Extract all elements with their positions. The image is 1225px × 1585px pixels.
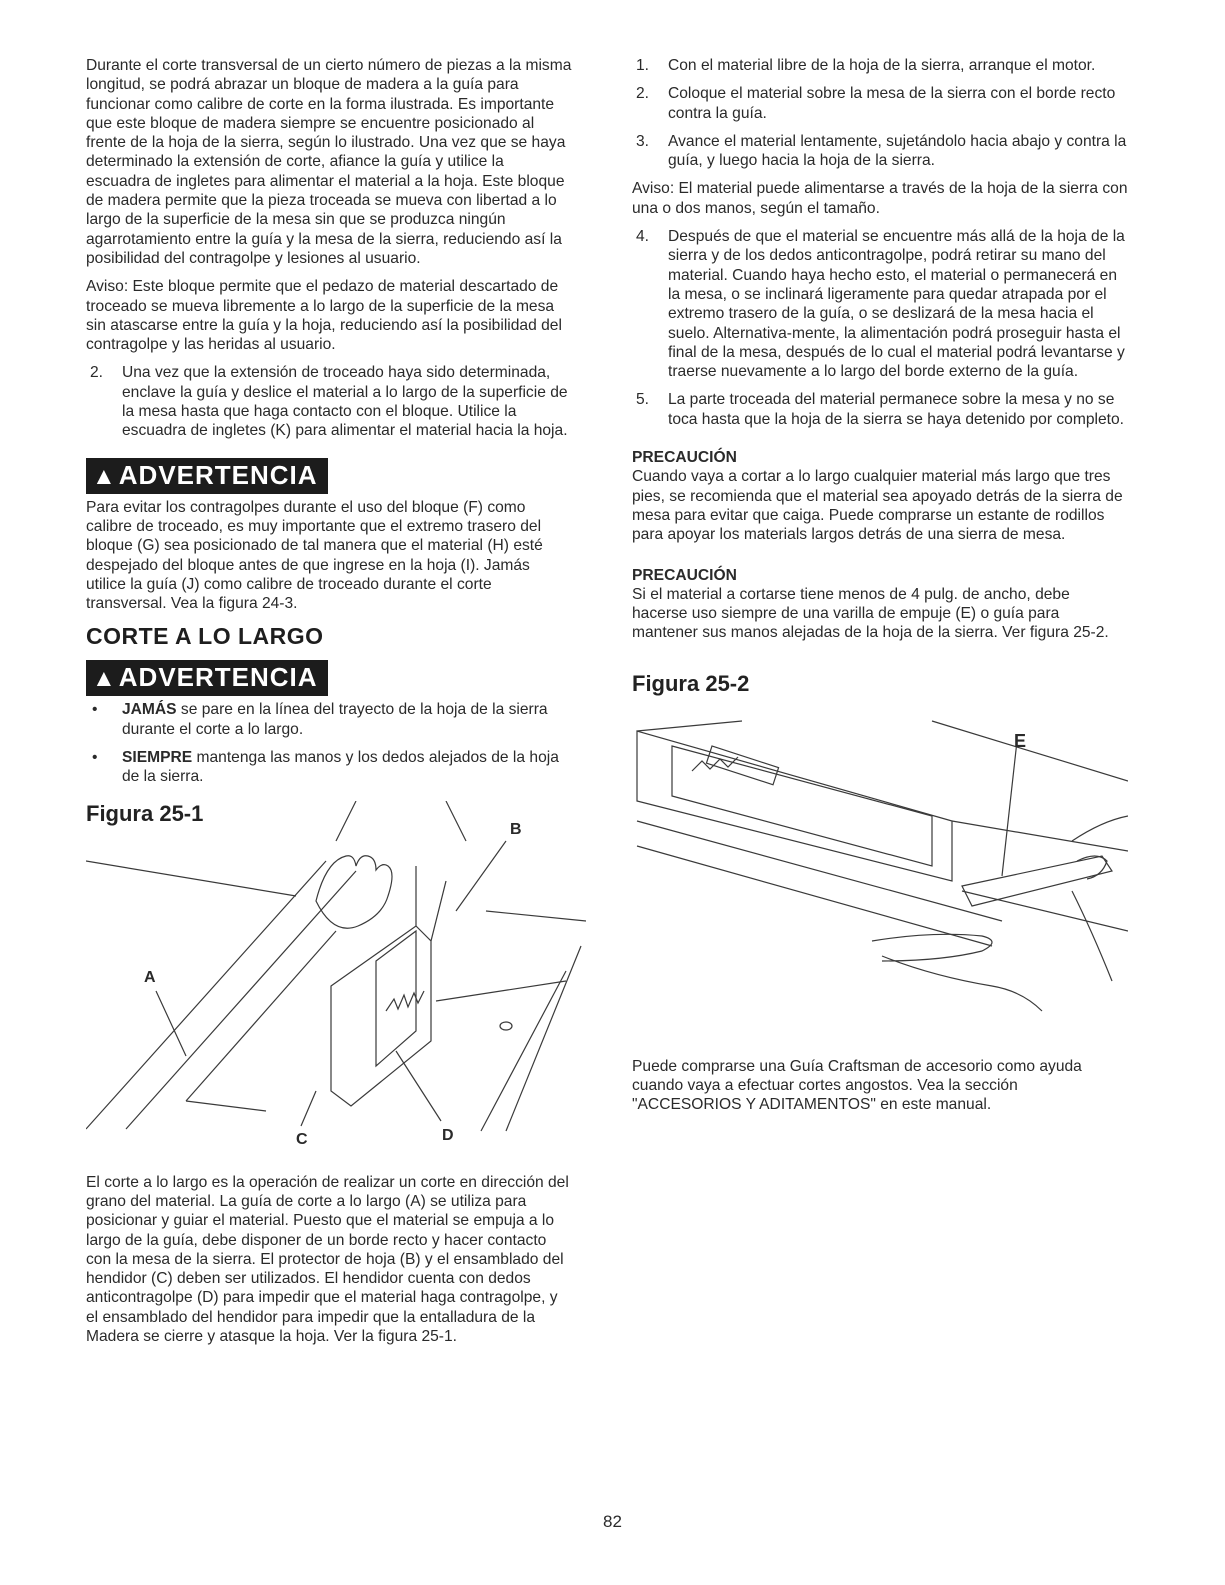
list-text: Después de que el material se encuentre más allá de la hoja de la sierra y de los dedos anticontragolpe, podrá retirar su mano del material. Cuando haya hecho esto, el material o permanecerá en la mesa, o se inclinará ligeramente para quedar atrapada por el extremo trasero de la guía, o se deslizará de la mesa hacia el suelo. Alternativa-mente, la alimentación podrá proseguir hasta el final de la mesa, después de lo cual el material podrá levantarse y traerse nuevamente a lo largo del borde externo de la guía. (668, 228, 1125, 381)
bullet-item-never (86, 700, 572, 739)
bullet-text: mantenga las manos y los dedos alejados de la hoja de la sierra. (122, 749, 559, 786)
list-item (632, 84, 1128, 123)
figure-label-c: C (296, 1130, 308, 1148)
bullet-bold: JAMÁS (122, 701, 177, 719)
steps-list-2 (632, 227, 1128, 429)
list-text: Con el material libre de la hoja de la sierra, arranque el motor. (668, 57, 1096, 74)
figure-label-a: A (144, 968, 156, 986)
bullet-item-always (86, 748, 572, 787)
paragraph-rip-cut: El corte a lo largo es la operación de realizar un corte en dirección del grano del material. La guía de corte a lo largo (A) se utiliza para posicionar y guiar el material. Puesto que el material se empuja a lo largo de la guía, debe disponer de un borde recto y hacer contacto con la mesa de la sierra. El protector de hoja (B) y el ensamblado del hendidor (C) deben ser utilizados. El hendidor cuenta con dedos anticontragolpe (D) para impedir que el material haga contragolpe, y el ensamblado del hendidor para impedir que la entalladura de la Madera se cierre y atasque la hoja. Ver la figura 25-1. (86, 1173, 569, 1345)
list-text: Avance el material lentamente, sujetándolo hacia abajo y contra la guía, y luego hacia la hoja de la sierra. (668, 132, 1127, 170)
warning-text-1: Para evitar los contragolpes durante el uso del bloque (F) como calibre de troceado, es muy importante que el extremo trasero del bloque (G) sea posicionado de tal manera que el material (H) esté despejado del bloque antes de que ingrese en la hoja (I). Jamás utilice la guía (J) como calibre de troceado durante el corte transversal. Vea la figura 24-3. (86, 498, 543, 613)
right-column (632, 56, 1128, 1124)
paragraph-aviso-block: Aviso: Este bloque permite que el pedazo de material descartado de troceado se mueva libremente a lo largo de la superficie de la mesa sin atascarse entre la guía y la hoja, reduciendo así la posibilidad del contragolpe y las heridas al usuario. (86, 278, 562, 354)
bullet-dot-icon: • (92, 701, 98, 719)
warning-banner-2 (86, 660, 328, 696)
left-column (86, 56, 572, 1355)
list-item (632, 390, 1128, 429)
list-item (632, 56, 1128, 75)
steps-list-1 (632, 56, 1128, 170)
list-item (632, 132, 1128, 171)
caution-title-2: PRECAUCIÓN (632, 566, 737, 584)
section-title: CORTE A LO LARGO (86, 623, 324, 650)
list-number: 5. (636, 391, 650, 409)
list-number: 3. (636, 132, 650, 150)
page-number: 82 (603, 1512, 622, 1531)
bullet-bold: SIEMPRE (122, 749, 193, 767)
paragraph-crosscut-block: Durante el corte transversal de un cierto número de piezas a la misma longitud, se podrá abrazar un bloque de madera a la guía para funcionar como calibre de corte en la forma ilustrada. Es importante que este bloque de madera siempre se encuentre posicionado al frente de la hoja de la sierra, según lo ilustrado. Una vez que se haya determinado la extensión de corte, afiance la guía y utilice la escuadra de ingletes para alimentar el material a la hoja. Este bloque de madera permite que la pieza troceada se mueva con libertad a lo largo de la superficie de la mesa sin que se produzca ningún agarrotamiento entre la guía y la mesa de la sierra, reduciendo así la posibilidad del contragolpe y lesiones al usuario. (86, 57, 572, 267)
warning-label: ADVERTENCIA (118, 662, 318, 693)
figure-25-1-illustration (86, 801, 586, 1163)
figure-25-2-illustration (632, 671, 1128, 1051)
paragraph-aviso-hands: Aviso: El material puede alimentarse a través de la hoja de la sierra con una o dos manos, según el tamaño. (632, 180, 1128, 217)
figure-title: Figura 25-2 (632, 670, 750, 696)
list-text: La parte troceada del material permanece sobre la mesa y no se toca hasta que la hoja de la sierra se haya detenido por completo. (668, 391, 1124, 428)
list-number: 1. (636, 57, 650, 74)
caution-text-2: Si el material a cortarse tiene menos de 4 pulg. de ancho, debe hacerse uso siempre de una varilla de empuje (E) o guía para mantener sus manos alejadas de la hoja de la sierra. Ver figura 25-2. (632, 585, 1109, 642)
list-item-2 (86, 363, 572, 440)
warning-triangle-icon: ▲ (92, 462, 117, 490)
bullet-text: se pare en la línea del trayecto de la hoja de la sierra durante el corte a lo largo. (122, 701, 548, 738)
figure-label-e: E (1014, 730, 1027, 751)
list-item (632, 227, 1128, 381)
figure-25-2 (632, 671, 1128, 1051)
caution-text-1: Cuando vaya a cortar a lo largo cualquier material más largo que tres pies, se recomienda que el material sea apoyado detrás de la sierra de mesa para evitar que caiga. Puede comprarse un estante de rodillos para apoyar los materials largos detrás de una sierra de mesa. (632, 468, 1123, 544)
list-number: 2. (636, 85, 650, 103)
figure-title: Figura 25-1 (86, 800, 204, 826)
figure-25-1 (86, 801, 572, 1163)
warning-triangle-icon: ▲ (92, 665, 117, 693)
warning-label: ADVERTENCIA (118, 459, 318, 490)
warning-banner-1 (86, 458, 328, 494)
bullet-dot-icon: • (92, 749, 98, 767)
figure-label-b: B (510, 820, 522, 838)
list-number: 4. (636, 228, 650, 246)
figure-label-d: D (442, 1126, 454, 1144)
caution-title-1: PRECAUCIÓN (632, 449, 737, 467)
list-number: 2. (90, 364, 104, 382)
list-text: Coloque el material sobre la mesa de la sierra con el borde recto contra la guía. (668, 85, 1116, 122)
paragraph-craftsman-guide: Puede comprarse una Guía Craftsman de accesorio como ayuda cuando vaya a efectuar cortes angostos. Vea la sección "ACCESORIOS Y ADITAMENTOS" en este manual. (632, 1057, 1082, 1114)
list-text: Una vez que la extensión de troceado haya sido determinada, enclave la guía y deslice el material a lo largo de la superficie de la mesa hasta que haga contacto con el bloque. Utilice la escuadra de ingletes (K) para alimentar el material hacia la hoja. (122, 364, 568, 440)
